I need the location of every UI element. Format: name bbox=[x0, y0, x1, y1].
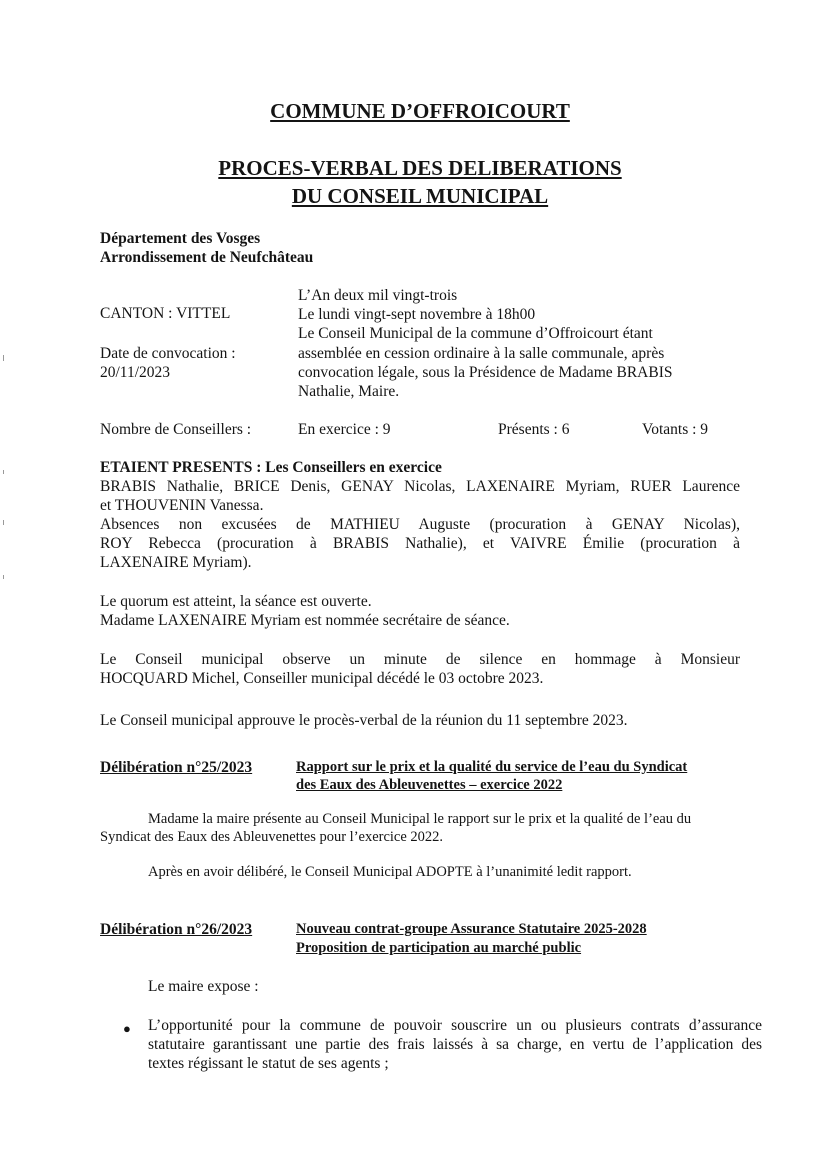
silence-line: Le Conseil municipal observe un minute de silence en hommage à Monsieur bbox=[100, 651, 740, 668]
present-line: BRABIS Nathalie, BRICE Denis, GENAY Nicolas, LAXENAIRE Myriam, RUER Laurence bbox=[100, 478, 740, 495]
approval-line: Le Conseil municipal approuve le procès-verbal de la réunion du 11 septembre 2023. bbox=[100, 712, 628, 729]
document-title-line1: PROCES-VERBAL DES DELIBERATIONS bbox=[218, 156, 622, 180]
meeting-date: Le lundi vingt-sept novembre à 18h00 bbox=[298, 306, 536, 323]
bullet-paragraph bbox=[148, 1016, 762, 1073]
convocation-date-label: Date de convocation : bbox=[100, 345, 236, 362]
deliberation-25-number: Délibération n°25/2023 bbox=[100, 759, 253, 776]
meeting-text-line: convocation légale, sous la Présidence de Madame BRABIS bbox=[298, 364, 673, 381]
scan-speck bbox=[3, 355, 4, 361]
bullet-dot-icon: ● bbox=[123, 1021, 131, 1036]
deliberation-25-title-line2: des Eaux des Ableuvenettes – exercice 2022 bbox=[296, 777, 563, 793]
present-line: LAXENAIRE Myriam). bbox=[100, 554, 252, 571]
present-heading: ETAIENT PRESENTS : Les Conseillers en exercice bbox=[100, 459, 442, 476]
scan-speck bbox=[3, 470, 4, 474]
deliberation-26-intro: Le maire expose : bbox=[148, 978, 259, 995]
silence-line: HOCQUARD Michel, Conseiller municipal décédé le 03 octobre 2023. bbox=[100, 670, 544, 687]
meeting-text-line: Le Conseil Municipal de la commune d’Offroicourt étant bbox=[298, 325, 653, 342]
deliberation-25-body-line: Madame la maire présente au Conseil Municipal le rapport sur le prix et la qualité de l’eau du bbox=[148, 811, 692, 827]
count-votants: Votants : 9 bbox=[642, 421, 709, 438]
arrondissement: Arrondissement de Neufchâteau bbox=[100, 249, 314, 266]
convocation-date-value: 20/11/2023 bbox=[100, 364, 171, 381]
deliberation-26-title-line1: Nouveau contrat-groupe Assurance Statutaire 2025-2028 bbox=[296, 921, 647, 937]
meeting-text-line: Nathalie, Maire. bbox=[298, 383, 400, 400]
deliberation-25-decision: Après en avoir délibéré, le Conseil Municipal ADOPTE à l’unanimité ledit rapport. bbox=[148, 864, 632, 880]
bullet-line: textes régissant le statut de ses agents ; bbox=[148, 1055, 389, 1072]
bullet-line: L’opportunité pour la commune de pouvoir souscrire un ou plusieurs contrats d’assurance bbox=[148, 1017, 762, 1034]
silence-paragraph bbox=[100, 650, 740, 688]
deliberation-25-title-line1: Rapport sur le prix et la qualité du service de l’eau du Syndicat bbox=[296, 759, 688, 775]
deliberation-26-number: Délibération n°26/2023 bbox=[100, 921, 253, 938]
bullet-line: statutaire garantissant une partie des frais laissés à sa charge, en vertu de l’application des bbox=[148, 1036, 762, 1053]
departement: Département des Vosges bbox=[100, 230, 261, 247]
meeting-year: L’An deux mil vingt-trois bbox=[298, 287, 458, 304]
document-title-line2: DU CONSEIL MUNICIPAL bbox=[291, 184, 549, 208]
scan-speck bbox=[3, 575, 4, 579]
present-line: et THOUVENIN Vanessa. bbox=[100, 497, 264, 514]
quorum-line: Le quorum est atteint, la séance est ouverte. bbox=[100, 593, 372, 610]
scan-speck bbox=[3, 520, 4, 525]
canton: CANTON : VITTEL bbox=[100, 305, 231, 322]
present-line: ROY Rebecca (procuration à BRABIS Nathalie), et VAIVRE Émilie (procuration à bbox=[100, 535, 740, 552]
meeting-text-line: assemblée en cession ordinaire à la salle communale, après bbox=[298, 345, 665, 362]
commune-title: COMMUNE D’OFFROICOURT bbox=[270, 99, 570, 123]
present-line: Absences non excusées de MATHIEU Auguste (procuration à GENAY Nicolas), bbox=[100, 516, 740, 533]
count-presents: Présents : 6 bbox=[498, 421, 570, 438]
councillors-count-label: Nombre de Conseillers : bbox=[100, 421, 252, 438]
present-paragraph bbox=[100, 477, 740, 572]
deliberation-25-body-line: Syndicat des Eaux des Ableuvenettes pour l’exercice 2022. bbox=[100, 829, 444, 845]
secretary-line: Madame LAXENAIRE Myriam est nommée secrétaire de séance. bbox=[100, 612, 510, 629]
count-en-exercice: En exercice : 9 bbox=[298, 421, 391, 438]
deliberation-26-title-line2: Proposition de participation au marché public bbox=[296, 940, 582, 956]
